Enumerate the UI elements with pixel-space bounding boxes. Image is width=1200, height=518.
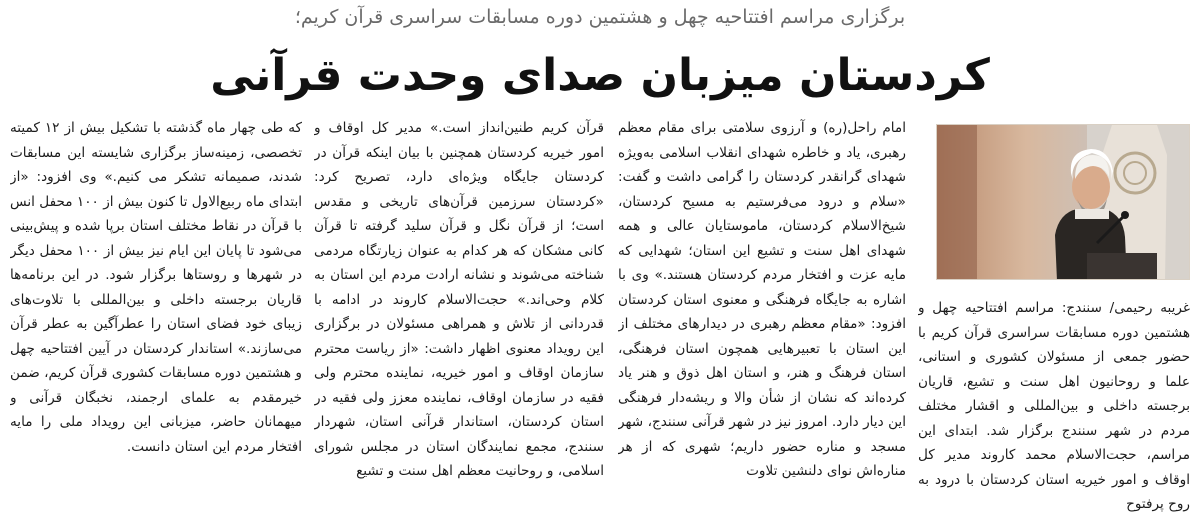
article-column-3 [314,116,604,516]
article-column-4 [10,116,302,516]
article-column-2 [618,116,906,516]
kicker: برگزاری مراسم افتتاحیه چهل و هشتمین دوره مسابقات سراسری قرآن کریم؛ [294,6,906,28]
column-text: که طی چهار ماه گذشته با تشکیل بیش از ۱۲ کمیته تخصصی، زمینه‌ساز برگزاری شایسته این مسابقات شدند، صمیمانه تشکر می کنیم.» وی افزود: «از ابتدای ماه ربیع‌الاول تا کنون بیش از ۱۰۰ محفل انس با قرآن در نقاط مختلف استان برپا شده و پیش‌بینی می‌شود تا پایان این ایام نیز بیش از ۱۰۰ محفل دیگر در شهرها و روستاها برگزار شود. در این برنامه‌ها قاریان برجسته داخلی و بین‌المللی با تلاوت‌های زیبای خود فضای استان را عطرآگین به عطر قرآن می‌سازند.» استاندار کردستان در آیین افتتاحیه چهل و هشتمین دوره مسابقات کشوری قرآن کریم، ضمن خیرمقدم به علمای ارجمند، نخبگان قرآنی و میهمانان حاضر، میزبانی این رویداد ملی را مایه افتخار مردم این استان دانست. [10,120,302,455]
column-text: قرآن کریم طنین‌انداز است.» مدیر کل اوقاف و امور خیریه کردستان همچنین با بیان اینکه قرآن در کردستان جایگاه ویژه‌ای دارد، تصریح کرد: «کردستان سرزمین قرآن‌های تاریخی و مقدس است؛ از قرآن نگل و قرآن سلید گرفته تا قرآن کانی مشکان که هر کدام به عنوان زیارتگاه مردمی شناخته می‌شوند و نشانه ارادت مردم این استان به کلام وحی‌اند.» حجت‌الاسلام کاروند در ادامه با قدردانی از تلاش و همراهی مسئولان در برگزاری این رویداد معنوی اظهار داشت: «از ریاست محترم سازمان اوقاف و امور خیریه، نماینده محترم ولی فقیه در سازمان اوقاف، نماینده معزز ولی فقیه در استان کردستان، استاندار قرآنی استان، شهردار سنندج، مجمع نمایندگان استان در مجلس شورای اسلامی، و روحانیت معظم اهل سنت و تشیع [314,120,604,479]
column-text: غریبه رحیمی/ سنندج: مراسم افتتاحیه چهل و هشتمین دوره مسابقات سراسری قرآن کریم با حضور جمعی از مسئولان کشوری و استانی، علما و روحانیون اهل سنت و تشیع، قاریان برجسته داخلی و بین‌المللی و اقشار مختلف مردم در شهر سنندج برگزار شد. ابتدای این مراسم، حجت‌الاسلام محمد کاروند مدیر کل اوقاف و امور خیریه استان کردستان با درود به روح پرفتوح [918,300,1190,512]
article-column-1 [918,296,1190,518]
column-text: امام راحل(ره) و آرزوی سلامتی برای مقام معظم رهبری، یاد و خاطره شهدای انقلاب اسلامی به‌ویژه شهدای گرانقدر کردستان را گرامی داشت و گفت: «سلام و درود می‌فرستیم به مسیح کردستان، شیخ‌الاسلام کردستان، ماموستایان عالی و همه شهدای اهل سنت و تشیع این استان؛ شهدایی که مایه عزت و افتخار مردم کردستان هستند.» وی با اشاره به جایگاه فرهنگی و معنوی استان کردستان افزود: «مقام معظم رهبری در دیدارهای مختلف از این استان با تعبیرهایی همچون استان فرهنگی، استان فرهنگ و هنر، و استان اهل ذوق و هنر یاد کرده‌اند که نشان از شأن والا و ریشه‌دار فرهنگی این دیار دارد. امروز نیز در شهر قرآنی سنندج، شهر مسجد و مناره حضور داریم؛ شهری که از هر مناره‌اش نوای دلنشین تلاوت [618,120,906,479]
speaker-photo [936,124,1190,280]
headline: کردستان میزبان صدای وحدت قرآنی [210,50,990,101]
